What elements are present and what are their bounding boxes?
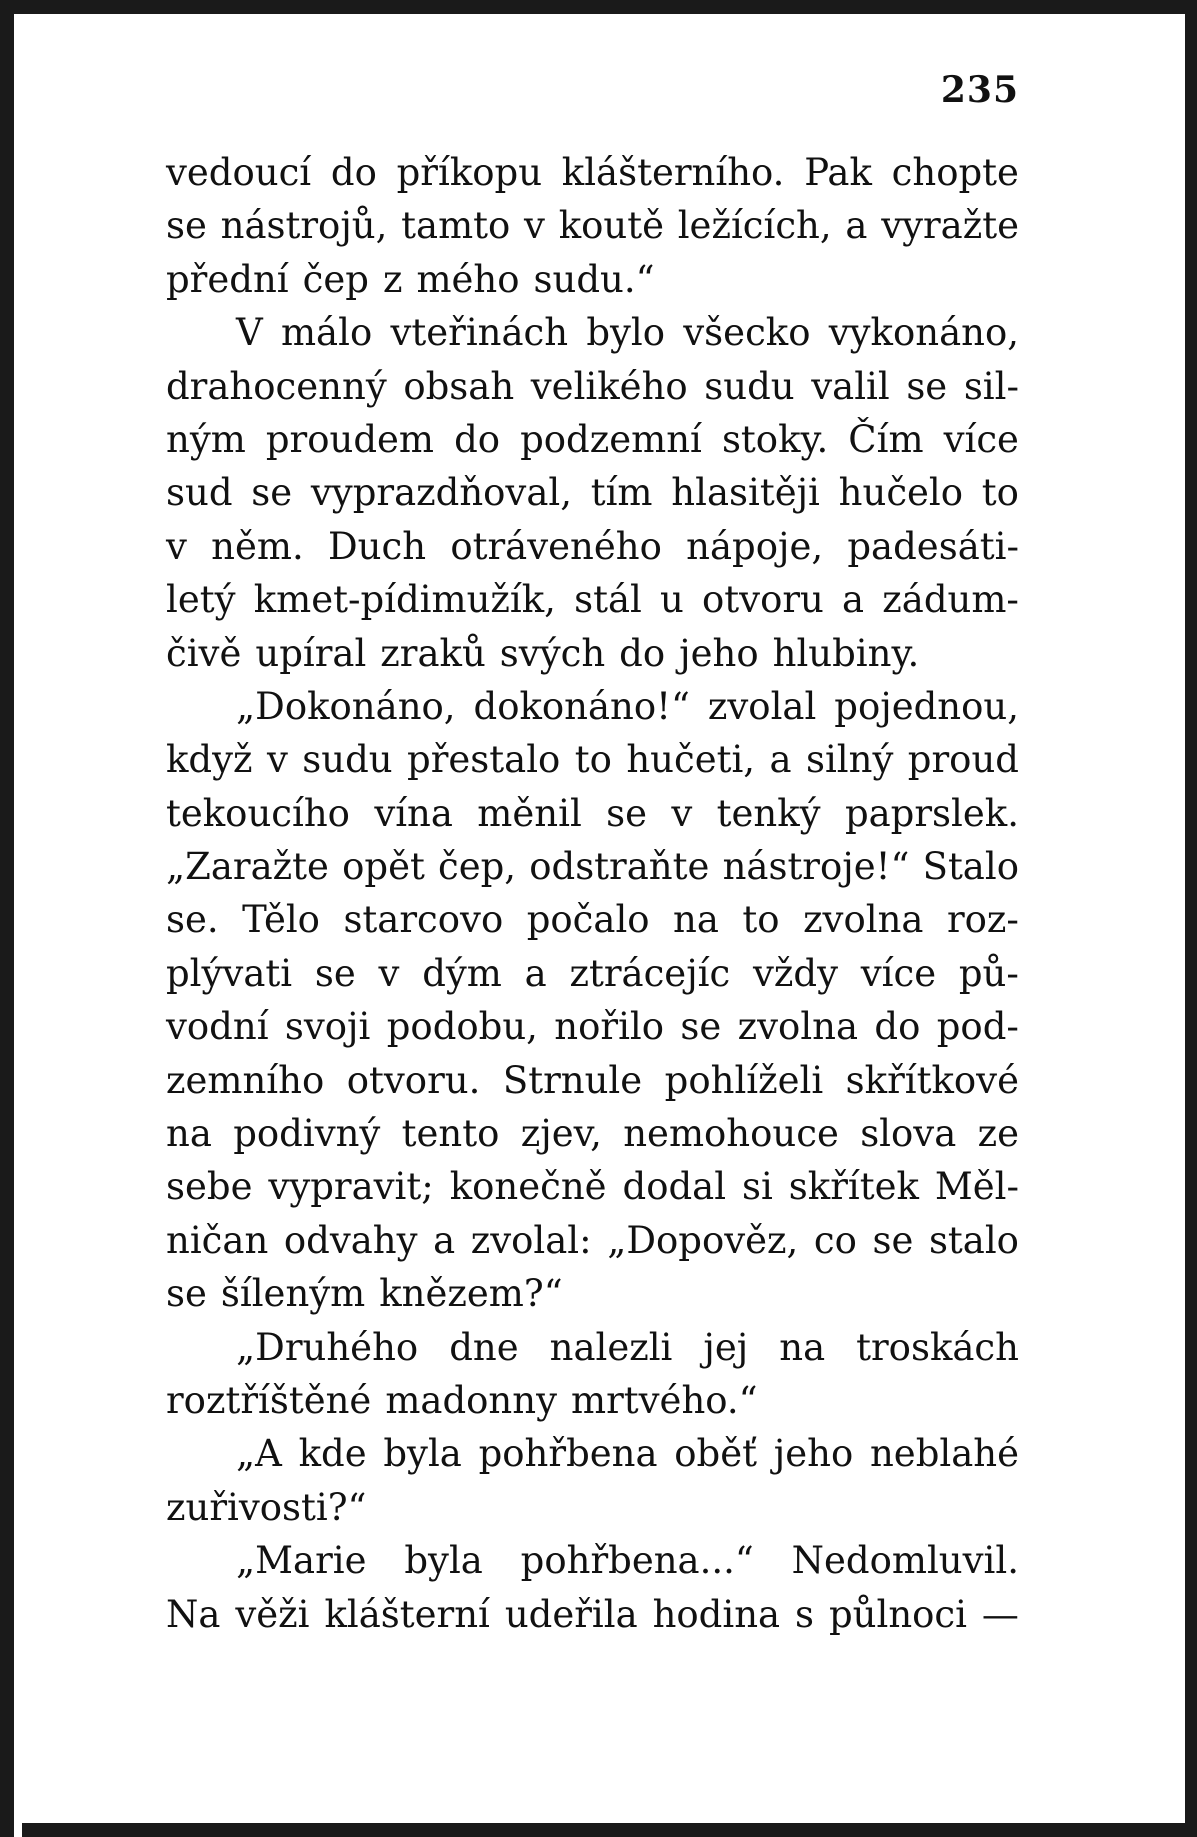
word: knězem?“: [379, 1272, 563, 1316]
word: hlasitěji: [671, 471, 820, 515]
word: roztříštěné: [166, 1378, 372, 1422]
word: to: [742, 898, 780, 942]
word: v: [671, 791, 693, 835]
word: zjev,: [520, 1112, 602, 1156]
word: hlubiny.: [772, 631, 920, 675]
word: otráveného: [450, 524, 662, 568]
word: si: [742, 1165, 773, 1209]
word: bylo: [586, 311, 666, 355]
word: madonny: [385, 1378, 557, 1422]
word: sudu: [302, 738, 393, 782]
word: nemohouce: [623, 1112, 839, 1156]
word: jeho: [679, 631, 759, 675]
word: hučelo: [838, 471, 964, 515]
word: a: [769, 738, 792, 782]
word: pod-: [936, 1005, 1019, 1049]
word: tím: [590, 471, 653, 515]
word: konečně: [449, 1165, 607, 1209]
text-line: [166, 1427, 1019, 1480]
word: se: [251, 471, 293, 515]
text-line: [166, 840, 1019, 893]
word: tento: [401, 1112, 500, 1156]
word: klášterní: [324, 1592, 490, 1636]
word: pohlíželi: [664, 1058, 824, 1102]
word: to: [981, 471, 1019, 515]
word: zraků: [380, 631, 486, 675]
text-line: [166, 413, 1019, 466]
text-line: [166, 1374, 1019, 1427]
word: z: [382, 257, 403, 301]
word: počalo: [526, 898, 650, 942]
word: mrtvého.“: [571, 1378, 758, 1422]
word: ztrácejíc: [569, 951, 731, 995]
word: „Zaražte: [166, 845, 329, 889]
word: byla: [383, 1432, 462, 1476]
word: přestalo: [407, 738, 561, 782]
word: v: [378, 951, 400, 995]
word: otvoru: [702, 578, 824, 622]
word: v: [266, 738, 288, 782]
word: dne: [449, 1325, 519, 1369]
word: zvolal:: [470, 1218, 592, 1262]
text-line: [166, 1107, 1019, 1160]
text-line: [166, 893, 1019, 946]
word: pohřbena: [478, 1432, 658, 1476]
word: vyprazdňoval,: [310, 471, 572, 515]
word: do: [619, 631, 666, 675]
word: skřítkové: [845, 1058, 1019, 1102]
word: padesáti-: [847, 524, 1019, 568]
word: Měl-: [934, 1165, 1019, 1209]
word: proudem: [265, 417, 435, 461]
binding-gap: [14, 36, 22, 1837]
word: drahocenný: [166, 364, 387, 408]
word: s: [795, 1592, 815, 1636]
word: to: [574, 738, 612, 782]
word: do: [330, 151, 377, 194]
word: ležících,: [677, 204, 832, 248]
word: se: [680, 1005, 722, 1049]
word: obsah: [403, 364, 515, 408]
word: „Dokonáno,: [236, 684, 456, 728]
word: udeřila: [504, 1592, 638, 1636]
word: kmet-pídimužík,: [253, 578, 556, 622]
word: u: [660, 578, 684, 622]
text-line: [166, 360, 1019, 413]
word: Nedomluvil.: [791, 1539, 1019, 1583]
word: když: [166, 738, 253, 782]
text-line: [166, 1000, 1019, 1053]
word: jej: [703, 1325, 749, 1369]
word: „Dopověz,: [607, 1218, 799, 1262]
text-line: [166, 1214, 1019, 1267]
word: klášterního.: [561, 151, 785, 194]
text-line: [166, 253, 1019, 306]
word: sud: [166, 471, 233, 515]
word: vedoucí: [166, 151, 312, 194]
word: vteřinách: [390, 311, 569, 355]
word: podivný: [233, 1112, 381, 1156]
word: se: [166, 204, 207, 248]
word: se: [314, 951, 356, 995]
word: a: [845, 204, 868, 248]
word: a: [524, 951, 547, 995]
word: ničan: [166, 1218, 269, 1262]
text-line: [166, 1588, 1019, 1641]
word: v: [166, 524, 187, 568]
word: co: [813, 1218, 857, 1262]
word: sil-: [963, 364, 1019, 408]
word: na: [779, 1325, 826, 1369]
word: šíleným: [220, 1272, 366, 1316]
text-line: [166, 1481, 1019, 1534]
word: zvolal: [707, 684, 817, 728]
word: dým: [422, 951, 502, 995]
word: dodal: [622, 1165, 727, 1209]
word: více: [943, 417, 1019, 461]
word: hučeti,: [626, 738, 756, 782]
word: „Marie: [236, 1539, 367, 1583]
word: nořilo: [554, 1005, 665, 1049]
word: starcovo: [343, 898, 504, 942]
word: vína: [374, 791, 453, 835]
word: Pak: [804, 151, 872, 194]
word: skřítek: [788, 1165, 919, 1209]
word: se.: [166, 898, 219, 942]
word: Duch: [328, 524, 427, 568]
text-line: [166, 733, 1019, 786]
word: silný: [805, 738, 894, 782]
word: „Druhého: [236, 1325, 419, 1369]
word: opět: [342, 845, 425, 889]
text-line: [166, 1321, 1019, 1374]
word: se: [606, 791, 648, 835]
word: nástrojů,: [220, 204, 388, 248]
word: koutě: [558, 204, 664, 248]
word: slova: [860, 1112, 957, 1156]
word: Stalo: [922, 845, 1019, 889]
word: věži: [235, 1592, 310, 1636]
word: Čím: [848, 417, 924, 461]
word: pohřbena...“: [520, 1539, 754, 1583]
word: vyražte: [881, 204, 1019, 248]
word: čep,: [438, 845, 517, 889]
book-binding-edge: [0, 0, 14, 1837]
word: se: [906, 364, 948, 408]
word: stalo: [928, 1218, 1019, 1262]
word: měnil: [477, 791, 582, 835]
word: troskách: [856, 1325, 1019, 1369]
word: Na: [166, 1592, 221, 1636]
word: oběť: [674, 1432, 758, 1476]
word: podobu,: [386, 1005, 538, 1049]
word: ným: [166, 417, 246, 461]
word: kde: [298, 1432, 367, 1476]
edge-notch: [4, 360, 14, 376]
word: čep: [302, 257, 369, 301]
word: více: [860, 951, 937, 995]
word: v: [524, 204, 545, 248]
word: proud: [907, 738, 1019, 782]
word: ze: [977, 1112, 1019, 1156]
word: svoji: [284, 1005, 371, 1049]
word: na: [166, 1112, 212, 1156]
word: letý: [166, 578, 236, 622]
text-line: [166, 306, 1019, 359]
word: nalezli: [549, 1325, 673, 1369]
word: se: [166, 1272, 207, 1316]
word: vypravit;: [268, 1165, 434, 1209]
text-line: [166, 573, 1019, 626]
word: paprslek.: [844, 791, 1019, 835]
word: a: [842, 578, 865, 622]
word: neblahé: [869, 1432, 1019, 1476]
word: něm.: [211, 524, 304, 568]
word: tekoucího: [166, 791, 350, 835]
text-line: [166, 1054, 1019, 1107]
word: pojednou,: [834, 684, 1019, 728]
word: zuřivosti?“: [166, 1485, 367, 1529]
word: se: [872, 1218, 914, 1262]
book-page: [166, 60, 1019, 1641]
word: Strnule: [502, 1058, 643, 1102]
word: stál: [574, 578, 642, 622]
word: jeho: [773, 1432, 854, 1476]
word: zvolna: [803, 898, 924, 942]
text-line: [166, 1534, 1019, 1587]
word: odvahy: [283, 1218, 418, 1262]
text-line: [166, 947, 1019, 1000]
word: sudu: [704, 364, 795, 408]
word: hodina: [652, 1592, 781, 1636]
word: velikého: [530, 364, 688, 408]
word: všecko: [683, 311, 811, 355]
text-line: [166, 199, 1019, 252]
word: vykonáno,: [828, 311, 1019, 355]
word: dokonáno!“: [473, 684, 690, 728]
word: do: [874, 1005, 921, 1049]
word: stoky.: [721, 417, 829, 461]
word: půlnoci: [828, 1592, 967, 1636]
word: byla: [404, 1539, 483, 1583]
word: mého: [416, 257, 520, 301]
text-line: [166, 787, 1019, 840]
word: —: [981, 1592, 1019, 1636]
word: otvoru.: [346, 1058, 481, 1102]
word: roz-: [946, 898, 1019, 942]
text-line: [166, 1160, 1019, 1213]
word: odstraňte: [529, 845, 710, 889]
text-line: [166, 627, 1019, 680]
word: svých: [499, 631, 606, 675]
word: příkopu: [396, 151, 543, 194]
word: sudu.“: [533, 257, 655, 301]
word: tenký: [716, 791, 821, 835]
text-line: [166, 520, 1019, 573]
word: tamto: [401, 204, 511, 248]
word: plývati: [166, 951, 293, 995]
text-line: [166, 1267, 1019, 1320]
word: čivě: [166, 631, 242, 675]
word: a: [433, 1218, 456, 1262]
word: vždy: [753, 951, 838, 995]
word: zádum-: [882, 578, 1019, 622]
word: vodní: [166, 1005, 269, 1049]
word: na: [673, 898, 719, 942]
word: V: [236, 311, 263, 355]
word: upíral: [255, 631, 367, 675]
text-line: [166, 680, 1019, 733]
text-line: [166, 146, 1019, 199]
text-line: [166, 466, 1019, 519]
word: zvolna: [737, 1005, 859, 1049]
word: pů-: [958, 951, 1019, 995]
word: chopte: [891, 151, 1019, 194]
word: valil: [811, 364, 890, 408]
word: nástroje!“: [722, 845, 910, 889]
word: málo: [280, 311, 373, 355]
word: přední: [166, 257, 289, 301]
word: podzemní: [520, 417, 702, 461]
word: do: [454, 417, 501, 461]
word: nápoje,: [686, 524, 824, 568]
word: sebe: [166, 1165, 253, 1209]
page-number: 235: [940, 69, 1019, 111]
word: „A: [236, 1432, 282, 1476]
word: zemního: [166, 1058, 325, 1102]
body-text: [166, 146, 1019, 1641]
word: Tělo: [242, 898, 320, 942]
